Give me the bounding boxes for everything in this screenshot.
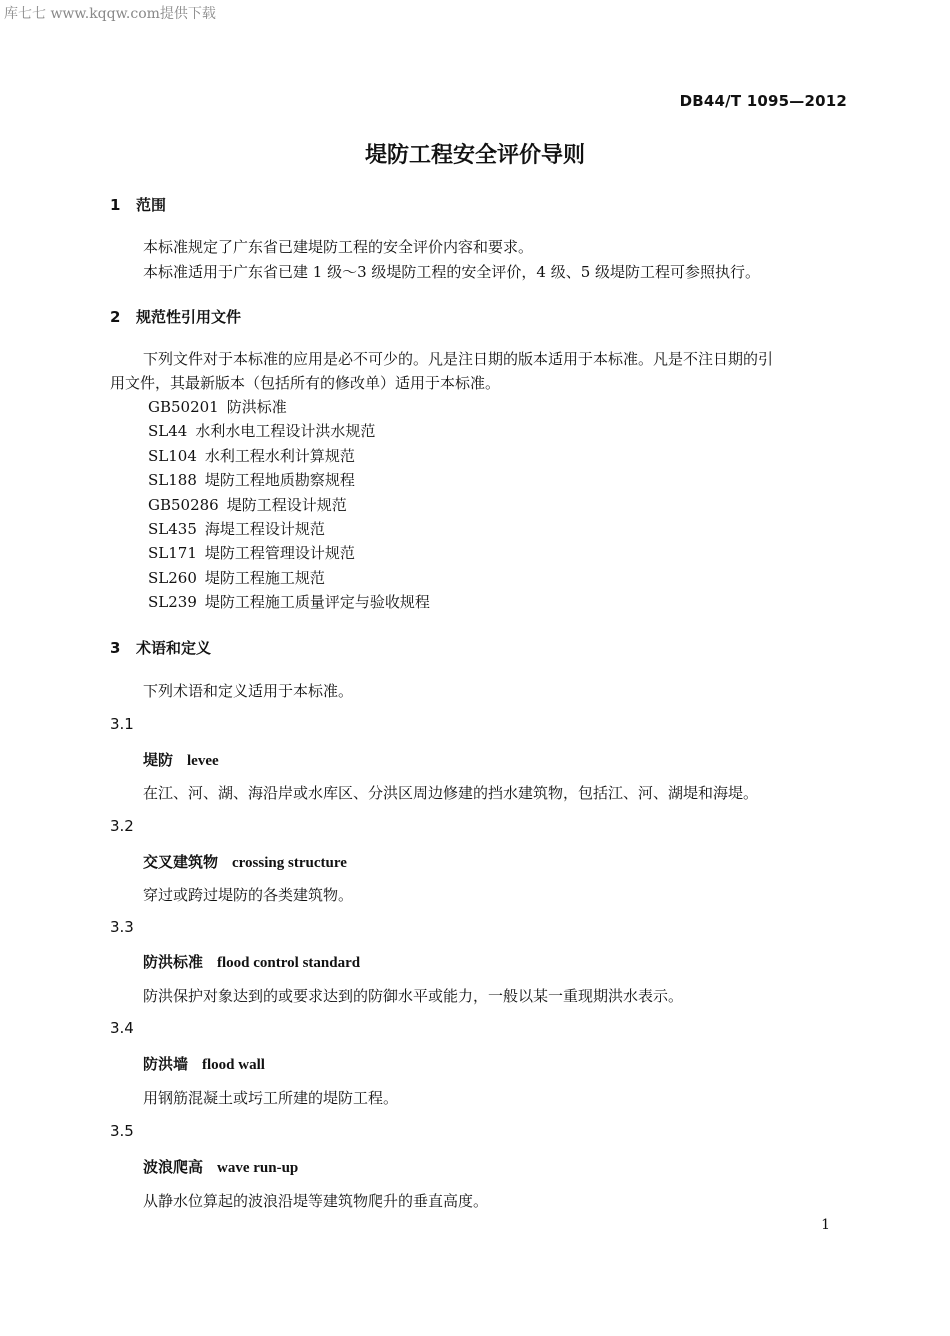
reference-item: SL171 堤防工程管理设计规范 (148, 544, 355, 563)
watermark-text: 库七七 www.kqqw.com提供下载 (4, 6, 216, 22)
normative-intro-line-1: 下列文件对于本标准的应用是必不可少的。凡是注日期的版本适用于本标准。凡是不注日期的引 (143, 350, 774, 368)
term-title: 防洪墙 flood wall (143, 1055, 265, 1073)
term-number: 3.5 (110, 1122, 134, 1140)
reference-item: SL435 海堤工程设计规范 (148, 520, 325, 539)
reference-list (148, 395, 430, 615)
term-number: 3.3 (110, 918, 134, 936)
term-title: 波浪爬高 wave run-up (143, 1158, 299, 1176)
term-number: 3.1 (110, 715, 134, 733)
reference-item: SL104 水利工程水利计算规范 (148, 446, 355, 465)
term-title: 防洪标准 flood control standard (143, 953, 361, 971)
page-number: 1 (821, 1217, 830, 1233)
scope-paragraph-2: 本标准适用于广东省已建 1 级～3 级堤防工程的安全评价，4 级、5 级堤防工程可参照执行。 (143, 263, 761, 281)
reference-item: SL188 堤防工程地质勘察规程 (148, 471, 355, 490)
term-definition: 从静水位算起的波浪沿堤等建筑物爬升的垂直高度。 (143, 1192, 489, 1210)
reference-item: GB50286 堤防工程设计规范 (148, 495, 347, 514)
term-definition: 在江、河、湖、海沿岸或水库区、分洪区周边修建的挡水建筑物，包括江、河、湖堤和海堤。 (143, 784, 759, 802)
section-3-heading: 3 术语和定义 (110, 639, 212, 657)
section-2-heading: 2 规范性引用文件 (110, 308, 242, 326)
normative-intro-line-2: 用文件，其最新版本（包括所有的修改单）适用于本标准。 (110, 374, 501, 392)
term-definition: 防洪保护对象达到的或要求达到的防御水平或能力，一般以某一重现期洪水表示。 (143, 987, 684, 1005)
reference-item: GB50201 防洪标准 (148, 398, 287, 416)
term-title: 堤防 levee (143, 751, 219, 769)
reference-item: SL260 堤防工程施工规范 (148, 568, 325, 587)
terms-intro: 下列术语和定义适用于本标准。 (143, 682, 354, 700)
term-definition: 用钢筋混凝土或圬工所建的堤防工程。 (143, 1089, 399, 1107)
term-number: 3.2 (110, 817, 134, 835)
scope-paragraph-1: 本标准规定了广东省已建堤防工程的安全评价内容和要求。 (143, 238, 534, 256)
page-title: 堤防工程安全评价导则 (364, 143, 585, 168)
section-1-heading: 1 范围 (110, 196, 167, 214)
reference-item: SL44 水利水电工程设计洪水规范 (148, 422, 376, 441)
term-number: 3.4 (110, 1019, 134, 1037)
term-title: 交叉建筑物 crossing structure (143, 853, 347, 871)
term-definition: 穿过或跨过堤防的各类建筑物。 (143, 886, 354, 904)
reference-item: SL239 堤防工程施工质量评定与验收规程 (148, 593, 430, 612)
standard-number: DB44/T 1095—2012 (679, 92, 847, 110)
